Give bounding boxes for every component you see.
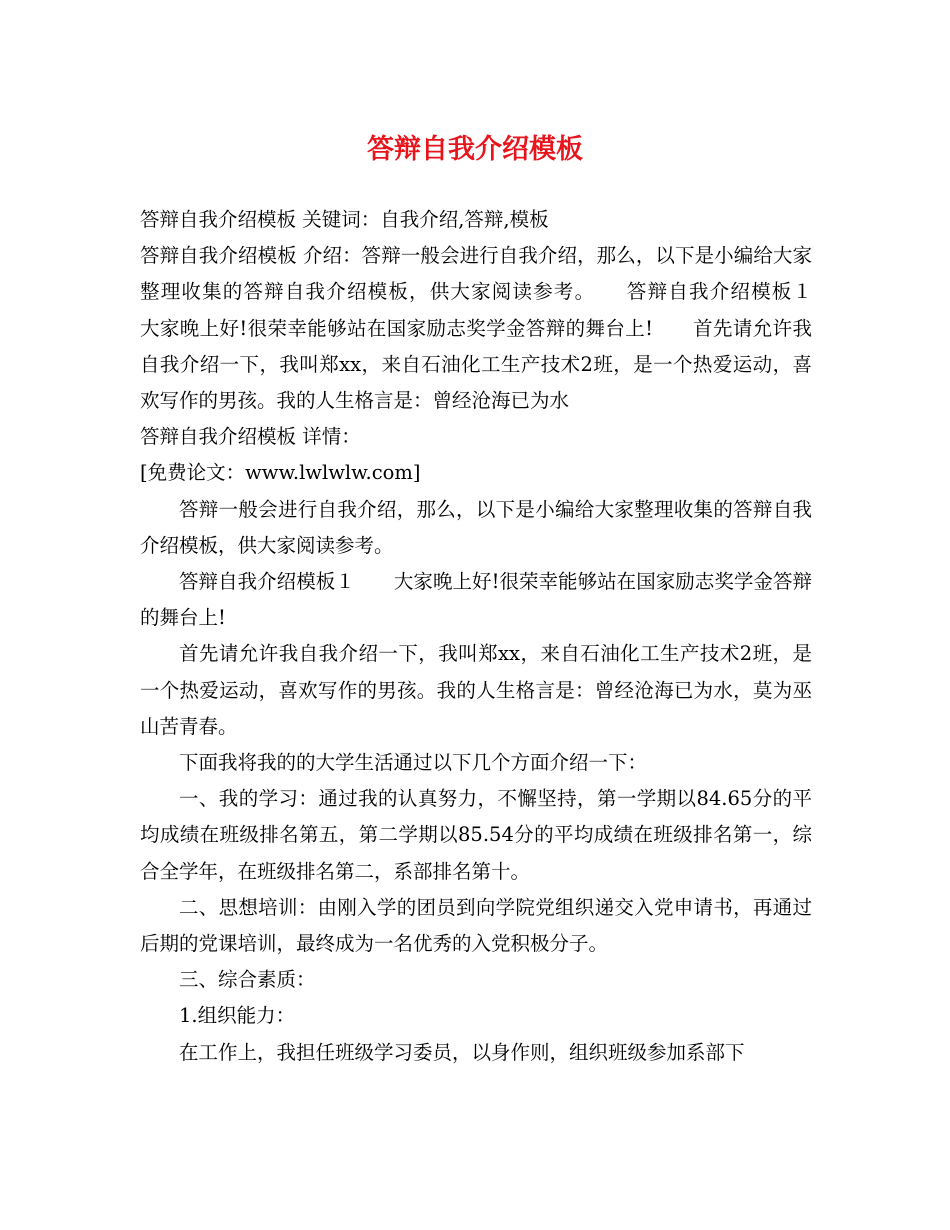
training-paragraph: 二、思想培训：由刚入学的团员到向学院党组织递交入党申请书，再通过后期的党课培训，最终成为一名优秀的入党积极分子。: [140, 895, 812, 956]
keywords-line: 答辩自我介绍模板 关键词：自我介绍,答辩,模板: [140, 208, 549, 231]
body-paragraph: 答辩自我介绍模板１ 大家晚上好!很荣幸能够站在国家励志奖学金答辩的舞台上!: [140, 570, 812, 630]
intro-paragraph: 答辩自我介绍模板 介绍：答辩一般会进行自我介绍，那么，以下是小编给大家整理收集的答辩自我介绍模板，供大家阅读参考。 答辩自我介绍模板１ 大家晚上好!很荣幸能够站在国家励志奖学金答辩的舞台上! 首先请允许我自我介绍一下，我叫郑xx，来自石油化工生产技术2班，是一个热爱运动，喜欢写作的男孩。我的人生格言是：曾经沧海已为水: [140, 244, 852, 413]
document-title: 答辩自我介绍模板: [367, 134, 583, 165]
study-paragraph: 一、我的学习：通过我的认真努力，不懈坚持，第一学期以84.65分的平均成绩在班级排名第五，第二学期以85.54分的平均成绩在班级排名第一，综合全学年，在班级排名第二，系部排名第十。: [140, 787, 812, 883]
section-heading: 三、综合素质：: [179, 968, 316, 992]
body-paragraph: 在工作上，我担任班级学习委员，以身作则，组织班级参加系部下: [179, 1040, 745, 1064]
subsection-heading: 1.组织能力：: [179, 1004, 296, 1028]
body-paragraph: 答辩一般会进行自我介绍，那么，以下是小编给大家整理收集的答辩自我介绍模板，供大家阅读参考。: [140, 497, 812, 557]
details-heading: 答辩自我介绍模板 详情：: [140, 425, 361, 449]
source-link-text: [免费论文：www.lwlwlw.com]: [140, 461, 421, 485]
body-paragraph: 下面我将我的的大学生活通过以下几个方面介绍一下：: [179, 751, 648, 775]
document-body: [140, 202, 852, 1071]
body-paragraph: 首先请允许我自我介绍一下，我叫郑xx，来自石油化工生产技术2班，是一个热爱运动，喜欢写作的男孩。我的人生格言是：曾经沧海已为水，莫为巫山苦青春。: [140, 642, 812, 738]
